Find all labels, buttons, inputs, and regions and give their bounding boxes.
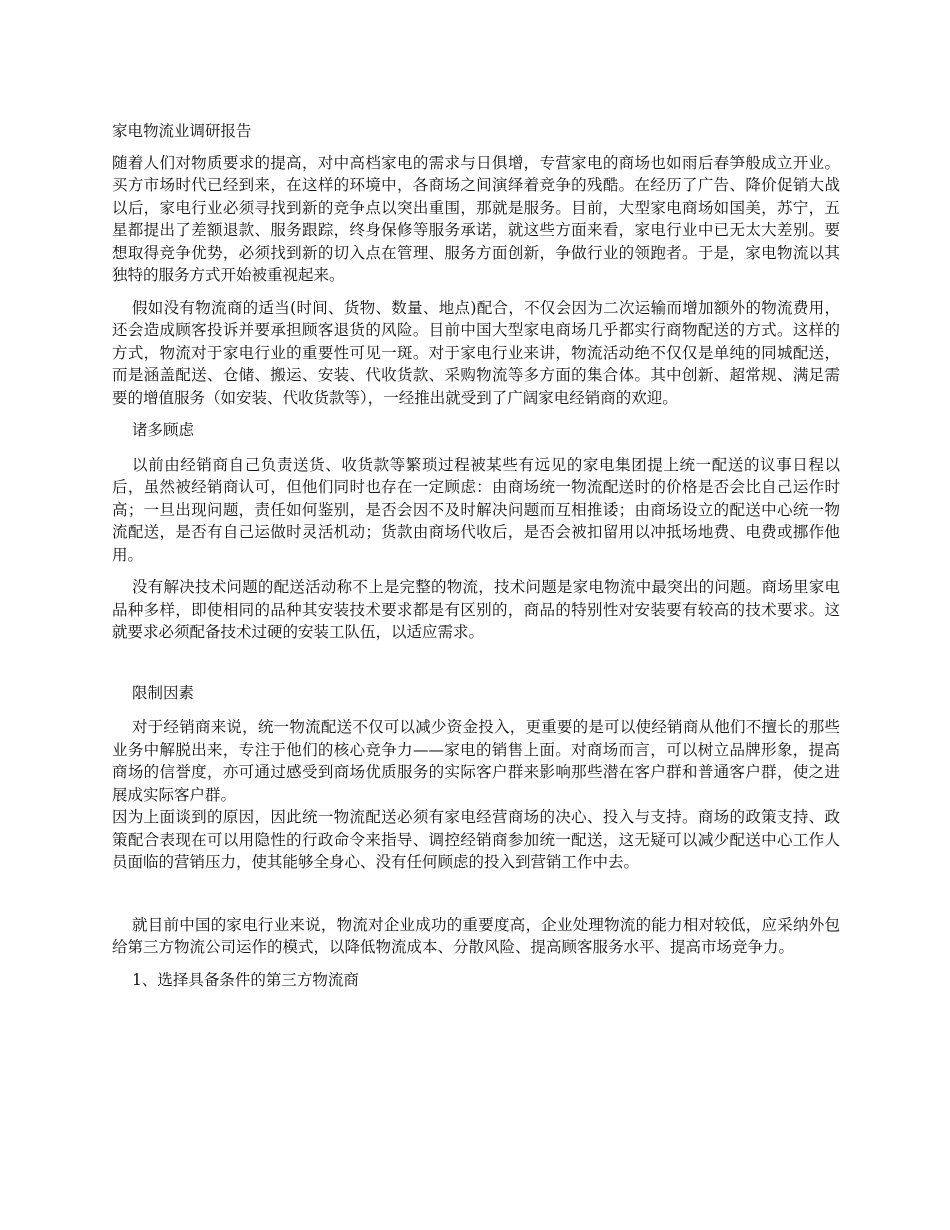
paragraph-outsourcing: 就目前中国的家电行业来说，物流对企业成功的重要度高，企业处理物流的能力相对较低，应采纳外包给第三方物流公司运作的模式，以降低物流成本、分散风险、提高顾客服务水平、提高市场竞争力。	[112, 915, 840, 956]
paragraph-technical-issues: 没有解决技术问题的配送活动称不上是完整的物流，技术问题是家电物流中最突出的问题。商场里家电品种多样，即使相同的品种其安装技术要求都是有区别的，商品的特别性对安装要有较高的技术要求。这就要求必须配备技术过硬的安装工队伍，以适应需求。	[112, 578, 840, 641]
spacer	[112, 884, 840, 914]
section-heading-concerns: 诸多顾虑	[132, 421, 195, 439]
paragraph-intro: 随着人们对物质要求的提高，对中高档家电的需求与日俱增，专营家电的商场也如雨后春笋般成立开业。买方市场时代已经到来，在这样的环境中，各商场之间演绎着竞争的残酷。在经历了广告、降价促销大战以后，家电行业必须寻找到新的竞争点以突出重围，那就是服务。目前，大型家电商场如国美，苏宁，五星都提出了差额退款、服务跟踪，终身保修等服务承诺，就这些方面来看，家电行业中已无太大差别。要想取得竞争优势，必须找到新的切入点在管理、服务方面创新，争做行业的领跑者。于是，家电物流以其独特的服务方式开始被重视起来。	[112, 153, 840, 284]
paragraph-benefits: 对于经销商来说，统一物流配送不仅可以减少资金投入，更重要的是可以使经销商从他们不擅长的那些业务中解脱出来，专注于他们的核心竞争力——家电的销售上面。对商场而言，可以树立品牌形象，提高商场的信誉度，亦可通过感受到商场优质服务的实际客户群来影响那些潜在客户群和普通客户群，使之进展成实际客户群。	[112, 718, 840, 804]
document-title: 家电物流业调研报告	[112, 122, 252, 140]
document-body	[112, 120, 840, 1003]
section-heading-select-provider: 1、选择具备条件的第三方物流商	[132, 970, 359, 989]
paragraph-concerns: 以前由经销商自己负责送货、收货款等繁琐过程被某些有远见的家电集团提上统一配送的议事日程以后，虽然被经销商认可，但他们同时也存在一定顾虑：由商场统一物流配送时的价格是否会比自己运作时高；一旦出现问题，责任如何鉴别，是否会因不及时解决问题而互相推诿；由商场设立的配送中心统一物流配送，是否有自己运做时灵活机动；货款由商场代收后，是否会被扣留用以冲抵场地费、电费或挪作他用。	[112, 455, 840, 564]
paragraph-logistics-importance: 假如没有物流商的适当(时间、货物、数量、地点)配合，不仅会因为二次运输而增加额外的物流费用，还会造成顾客投诉并要承担顾客退货的风险。目前中国大型家电商场几乎都实行商物配送的方式。这样的方式，物流对于家电行业的重要性可见一斑。对于家电行业来讲，物流活动绝不仅仅是单纯的同城配送，而是涵盖配送、仓储、搬运、安装、代收货款、采购物流等多方面的集合体。其中创新、超常规、满足需要的增值服务（如安装、代收货款等），一经推出就受到了广阔家电经销商的欢迎。	[112, 298, 840, 407]
spacer	[112, 654, 840, 682]
section-heading-limits: 限制因素	[132, 683, 195, 702]
paragraph-support: 因为上面谈到的原因，因此统一物流配送必须有家电经营商场的决心、投入与支持。商场的政策支持、政策配合表现在可以用隐性的行政命令来指导、调控经销商参加统一配送，这无疑可以减少配送中心工作人员面临的营销压力，使其能够全身心、没有任何顾虑的投入到营销工作中去。	[112, 808, 840, 871]
